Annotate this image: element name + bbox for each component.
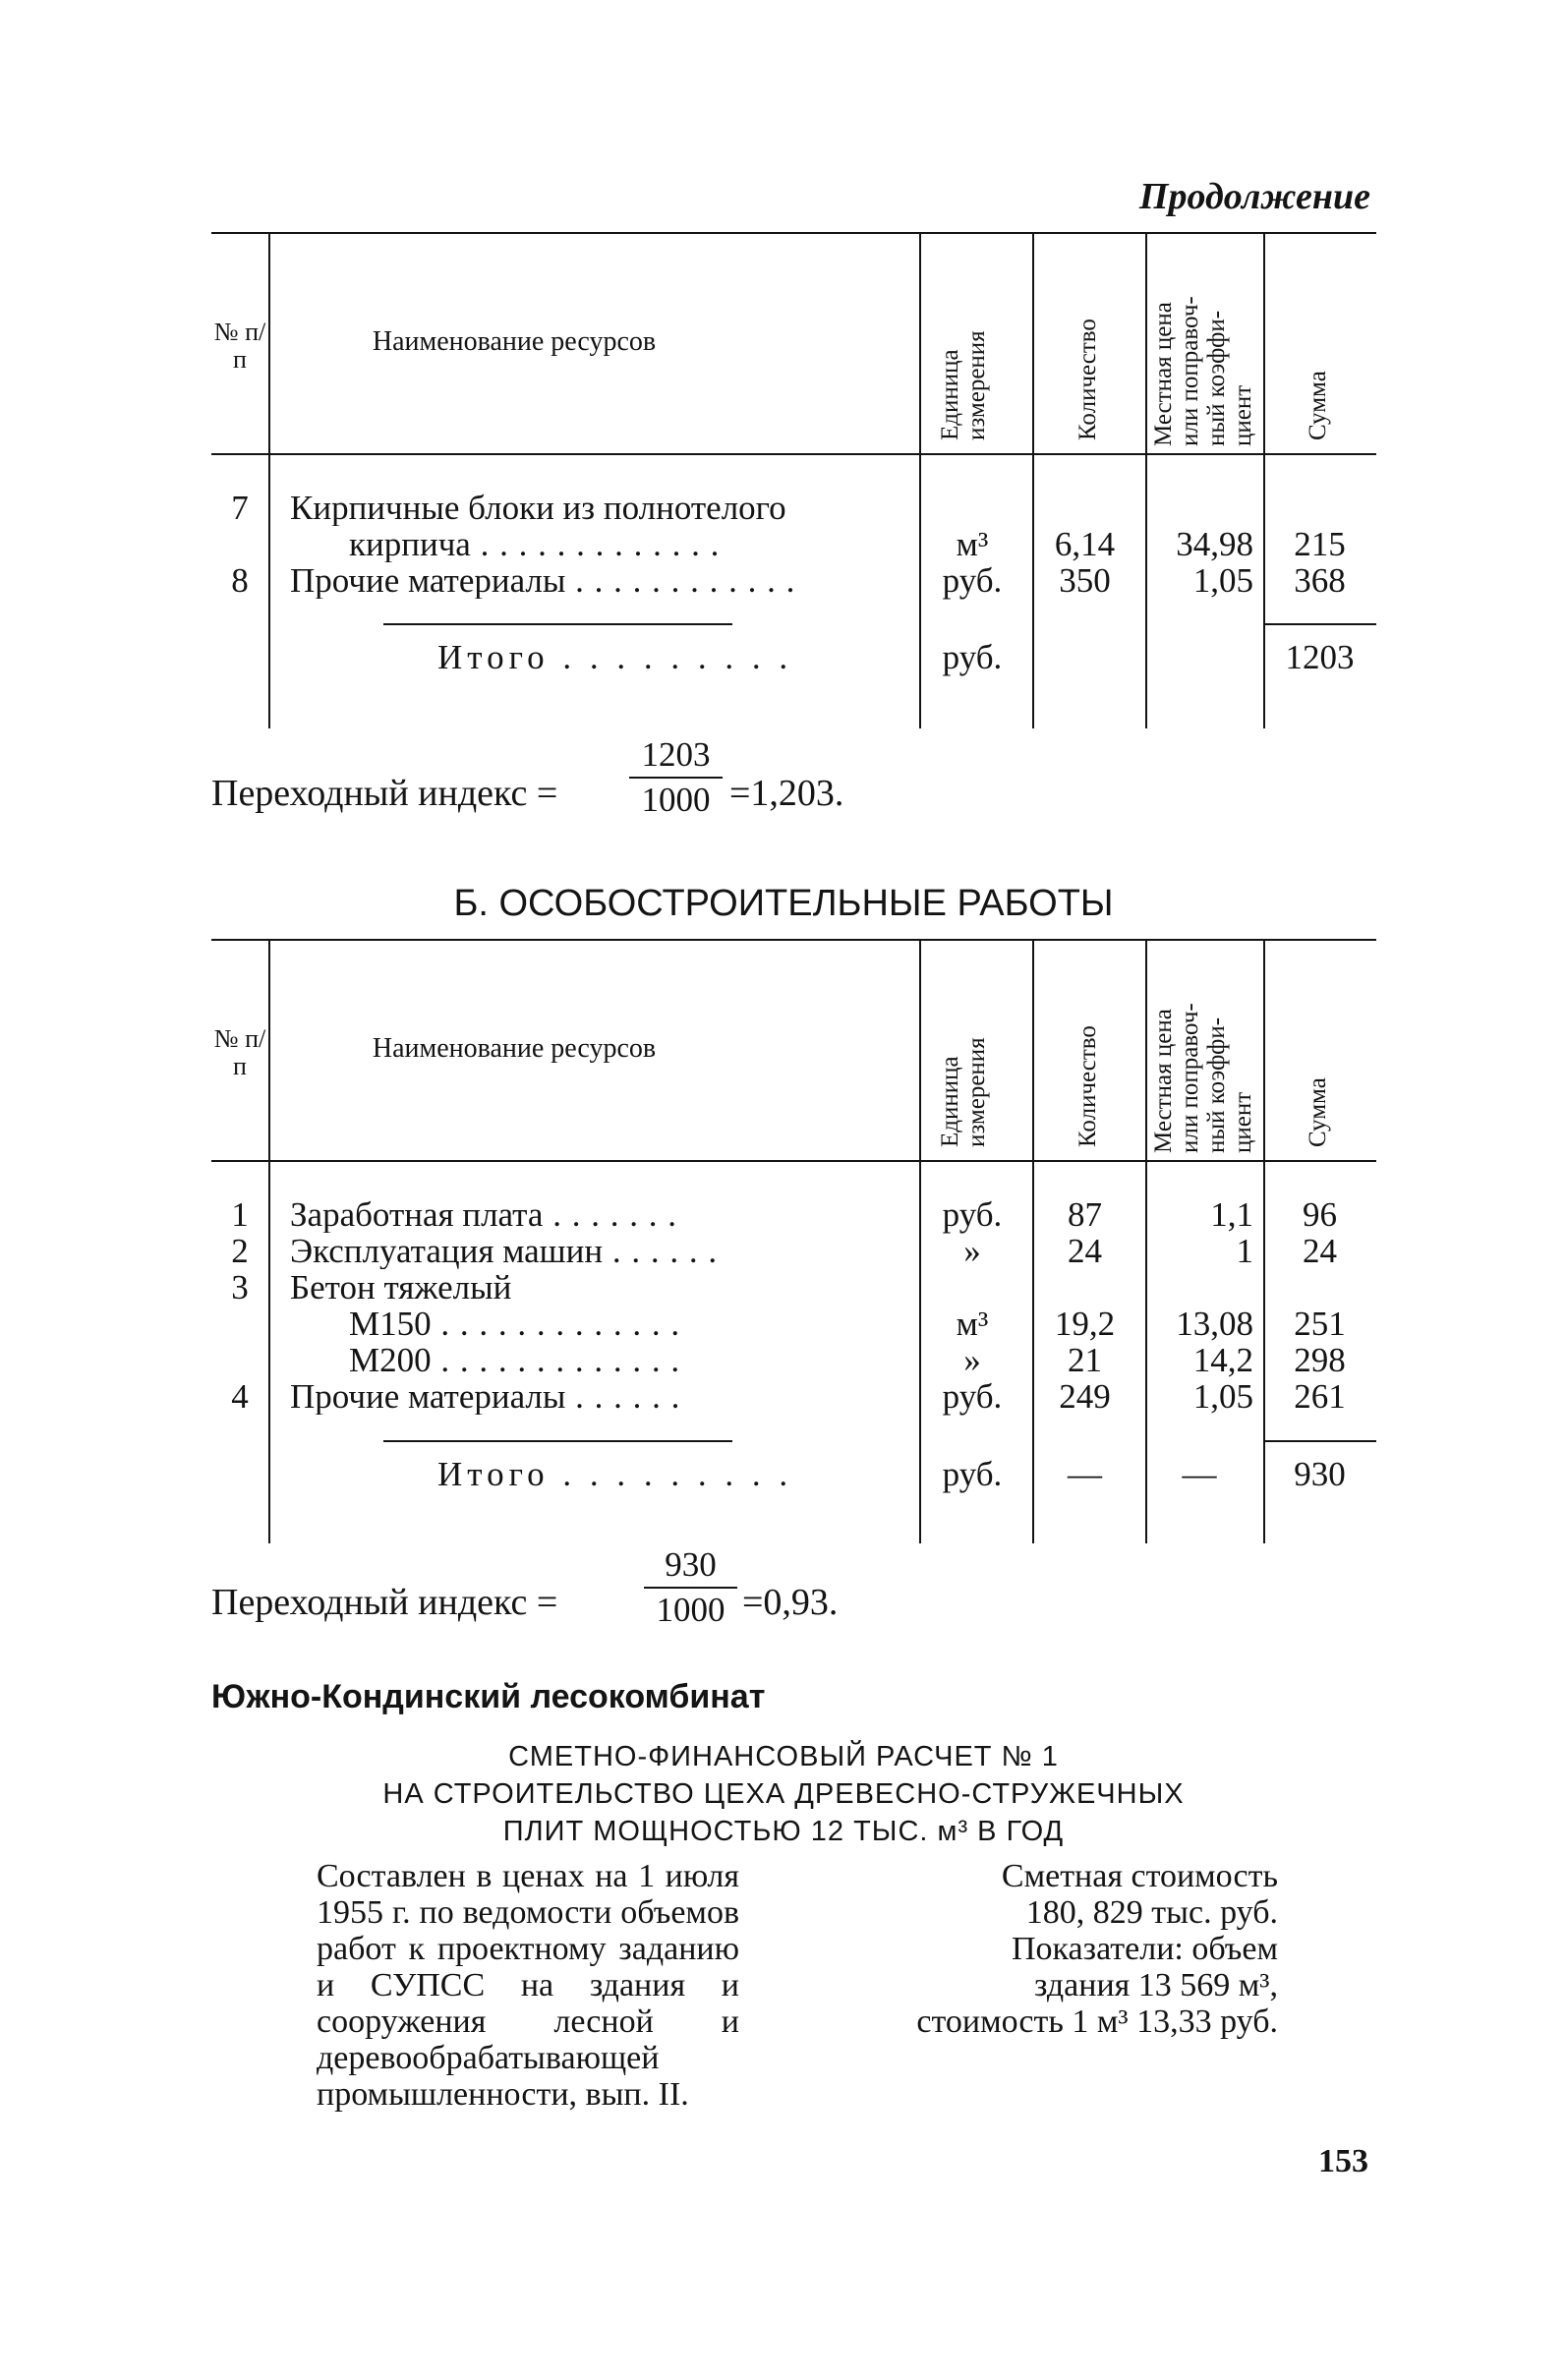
header-num: № п/п — [213, 318, 266, 374]
header-unit: Единица измерения — [937, 1037, 990, 1147]
table-row: 1 Заработная плата . . . . . . . руб. 87 1,1 96 — [231, 1195, 1337, 1234]
header-name: Наименование ресурсов — [372, 1033, 657, 1064]
section-b-title: Б. ОСОБОСТРОИТЕЛЬНЫЕ РАБОТЫ — [453, 883, 1114, 924]
calc-heading: СМЕТНО-ФИНАНСОВЫЙ РАСЧЕТ № 1 НА СТРОИТЕЛЬСТВО ЦЕХА ДРЕВЕСНО-СТРУЖЕЧНЫХ ПЛИТ МОЩНОСТЬЮ 12 ТЫС. м³ В ГОД — [382, 1741, 1185, 1847]
index-a-fraction: 1203 1000 — [629, 735, 723, 820]
table-row: 8 Прочие материалы . . . . . . . . . . . . руб. 350 1,05 368 — [231, 561, 1346, 600]
header-price: Местная цена или поправоч- ный коэффи- циент — [1150, 296, 1256, 446]
index-b-result: =0,93. — [742, 1582, 839, 1623]
header-sum: Сумма — [1305, 371, 1331, 440]
resource-table-a — [211, 232, 1376, 743]
index-a-result: =1,203. — [729, 773, 844, 814]
header-num: № п/п — [213, 1024, 266, 1080]
header-name: Наименование ресурсов — [372, 326, 657, 357]
continuation-label: Продолжение — [1138, 176, 1370, 217]
page-number: 153 — [1318, 2143, 1368, 2179]
table-row: 2 Эксплуатация машин . . . . . . » 24 1 24 — [231, 1232, 1337, 1270]
organization-name: Южно-Кондинский лесокомбинат — [211, 1678, 766, 1715]
compilation-note: Составлен в ценах на 1 июля 1955 г. по ведомости объемов работ к проектному заданию и СУПСС на здания и сооружения лесной и деревообрабатывающей промышленности, вып. II. — [317, 1858, 739, 2113]
table-row: М200 . . . . . . . . . . . . . » 21 14,2 298 — [349, 1341, 1346, 1379]
transition-index-b: Переходный индекс = — [211, 1582, 558, 1623]
transition-index-a: Переходный индекс = — [211, 773, 558, 814]
table-row: кирпича . . . . . . . . . . . . . м³ 6,14 34,98 215 — [349, 525, 1346, 563]
table-total-row: Итого . . . . . . . . . руб. 1203 — [437, 638, 1355, 676]
header-sum: Сумма — [1305, 1077, 1331, 1147]
table-row: 4 Прочие материалы . . . . . . руб. 249 1,05 261 — [231, 1377, 1346, 1416]
index-b-fraction: 930 1000 — [644, 1545, 737, 1630]
table-row: 7 Кирпичные блоки из полнотелого — [231, 489, 786, 527]
header-price: Местная цена или поправоч- ный коэффи- циент — [1150, 1003, 1256, 1153]
header-unit: Единица измерения — [937, 330, 990, 440]
resource-table-b — [211, 939, 1376, 1548]
header-qty: Количество — [1074, 319, 1101, 440]
table-row: М150 . . . . . . . . . . . . . м³ 19,2 13,08 251 — [349, 1305, 1346, 1343]
header-qty: Количество — [1074, 1025, 1101, 1147]
estimate-summary: Сметная стоимость 180, 829 тыс. руб. Показатели: объем здания 13 569 м³, стоимость 1 м³ 13,33 руб. — [916, 1858, 1278, 2040]
table-total-row: Итого . . . . . . . . . руб. — — 930 — [437, 1455, 1346, 1493]
table-row: 3 Бетон тяжелый — [231, 1268, 512, 1306]
